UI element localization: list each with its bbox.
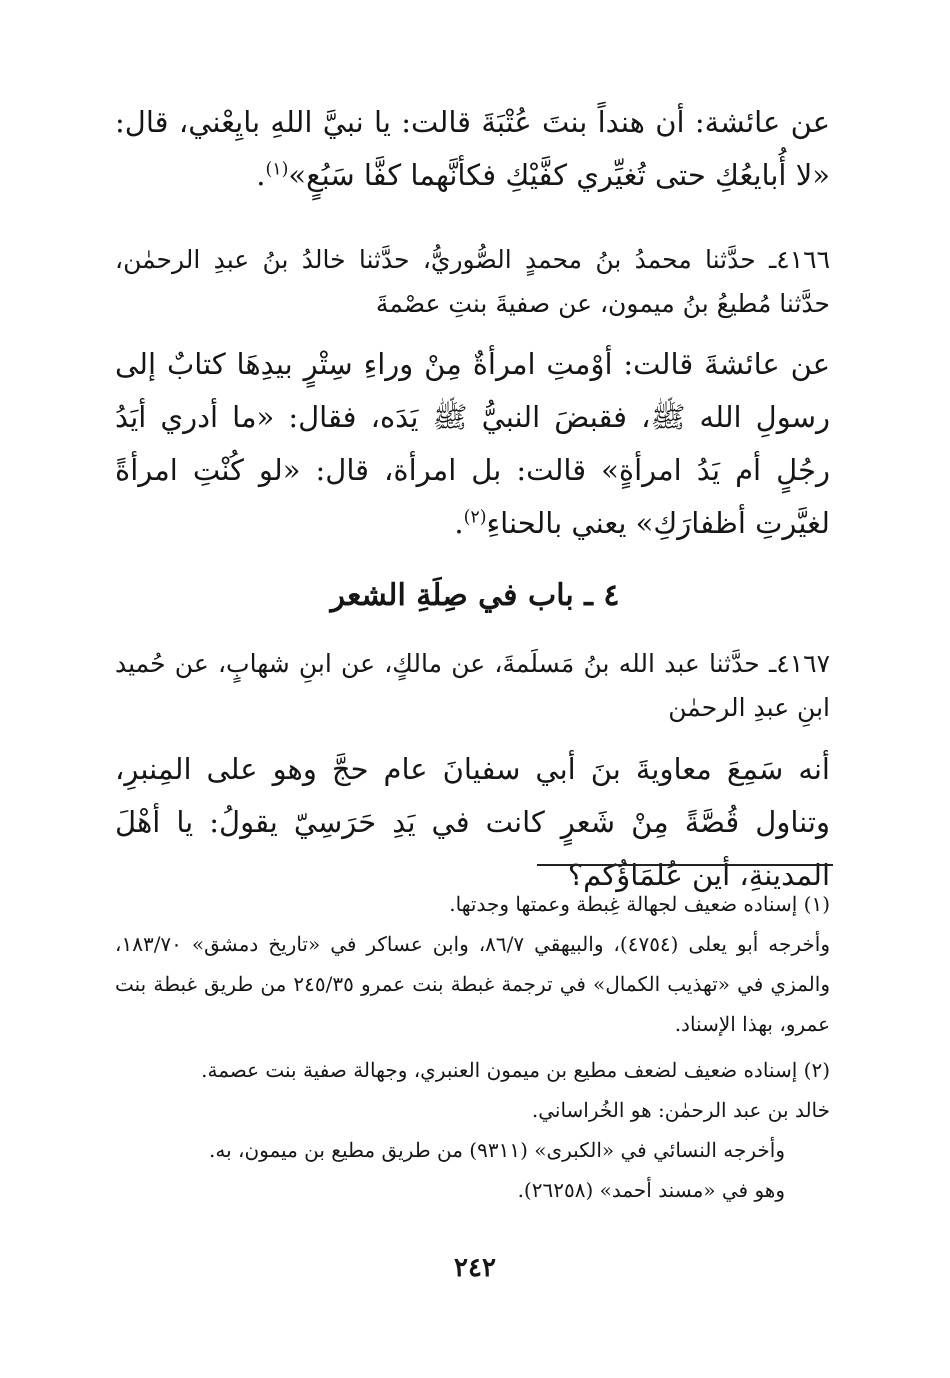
footnote-ref-2: (٢) <box>463 507 487 528</box>
hadith-text-1-end: . <box>256 158 266 192</box>
hadith-text-1 <box>115 96 830 202</box>
isnad-4167: ٤١٦٧ـ حدَّثنا عبد الله بنُ مَسلَمةَ، عن مالكٍ، عن ابنِ شهابٍ، عن حُميد ابنِ عبدِ الرحمٰن <box>115 649 830 722</box>
footnote-2-line-1: (٢) إسناده ضعيف لضعف مطيع بن ميمون العنبري، وجهالة صفية بنت عصمة. <box>201 1058 830 1082</box>
hadith-text-2-body: عن عائشةَ قالت: أوْمتِ امرأةٌ مِنْ وراءِ سِتْرٍ بيدِهَا كتابٌ إلى رسولِ الله ﷺ، فقبضَ النبيُّ ﷺ يَدَه، فقال: «ما أدري أيَدُ رجُلٍ أم يَدُ امرأةٍ» قالت: بل امرأة، قال: «لو كُنْتِ امرأةً لغيَّرتِ أظفارَكِ» يعني بالحناءِ <box>115 347 830 540</box>
footnote-1-line-1: (١) إسناده ضعيف لجهالة غِبطة وعمتها وجدتها. <box>449 892 830 916</box>
footnote-2-line-4: وهو في «مسند أحمد» (٢٦٢٥٨). <box>517 1178 785 1202</box>
footnote-2-line-2: خالد بن عبد الرحمٰن: هو الخُراساني. <box>531 1098 830 1122</box>
isnad-4166: ٤١٦٦ـ حدَّثنا محمدُ بنُ محمدٍ الصُّوريُّ، حدَّثنا خالدُ بنُ عبدِ الرحمٰن، حدَّثنا مُطيعُ بنُ ميمون، عن صفيةَ بنتِ عصْمةَ <box>115 245 830 318</box>
hadith-text-1-body: عن عائشة: أن هنداً بنتَ عُتْبَةَ قالت: يا نبيَّ اللهِ بايِعْني، قال: «لا أُبايعُكِ حتى تُغيِّري كفَّيْكِ فكأنَّهما كفَّا سَبُعٍ» <box>115 105 830 192</box>
hadith-text-2-end: . <box>454 506 464 540</box>
page-number: ٢٤٢ <box>454 1253 496 1283</box>
footnote-separator <box>537 864 833 866</box>
hadith-text-3: أنه سَمِعَ معاويةَ بنَ أبي سفيانَ عام حجَّ وهو على المِنبرِ، وتناول قُصَّةً مِنْ شَعرٍ كانت في يَدِ حَرَسِيّ يقولُ: يا أهْلَ المدينةِ، أين عُلمَاؤُكم؟ <box>115 752 830 892</box>
chapter-heading: ٤ ـ باب في صِلَةِ الشعر <box>330 578 620 613</box>
hadith-text-2 <box>115 338 830 550</box>
footnote-1-line-2: وأخرجه أبو يعلى (٤٧٥٤)، والبيهقي ٨٦/٧، وابن عساكر في «تاريخ دمشق» ١٨٣/٧٠، والمزي في «تهذيب الكمال» في ترجمة غبطة بنت عمرو ٢٤٥/٣٥ من طريق غبطة بنت عمرو، بهذا الإسناد. <box>115 932 830 1036</box>
footnote-ref-1: (١) <box>265 159 289 180</box>
footnote-2-line-3: وأخرجه النسائي في «الكبرى» (٩٣١١) من طريق مطيع بن ميمون، به. <box>209 1138 785 1162</box>
